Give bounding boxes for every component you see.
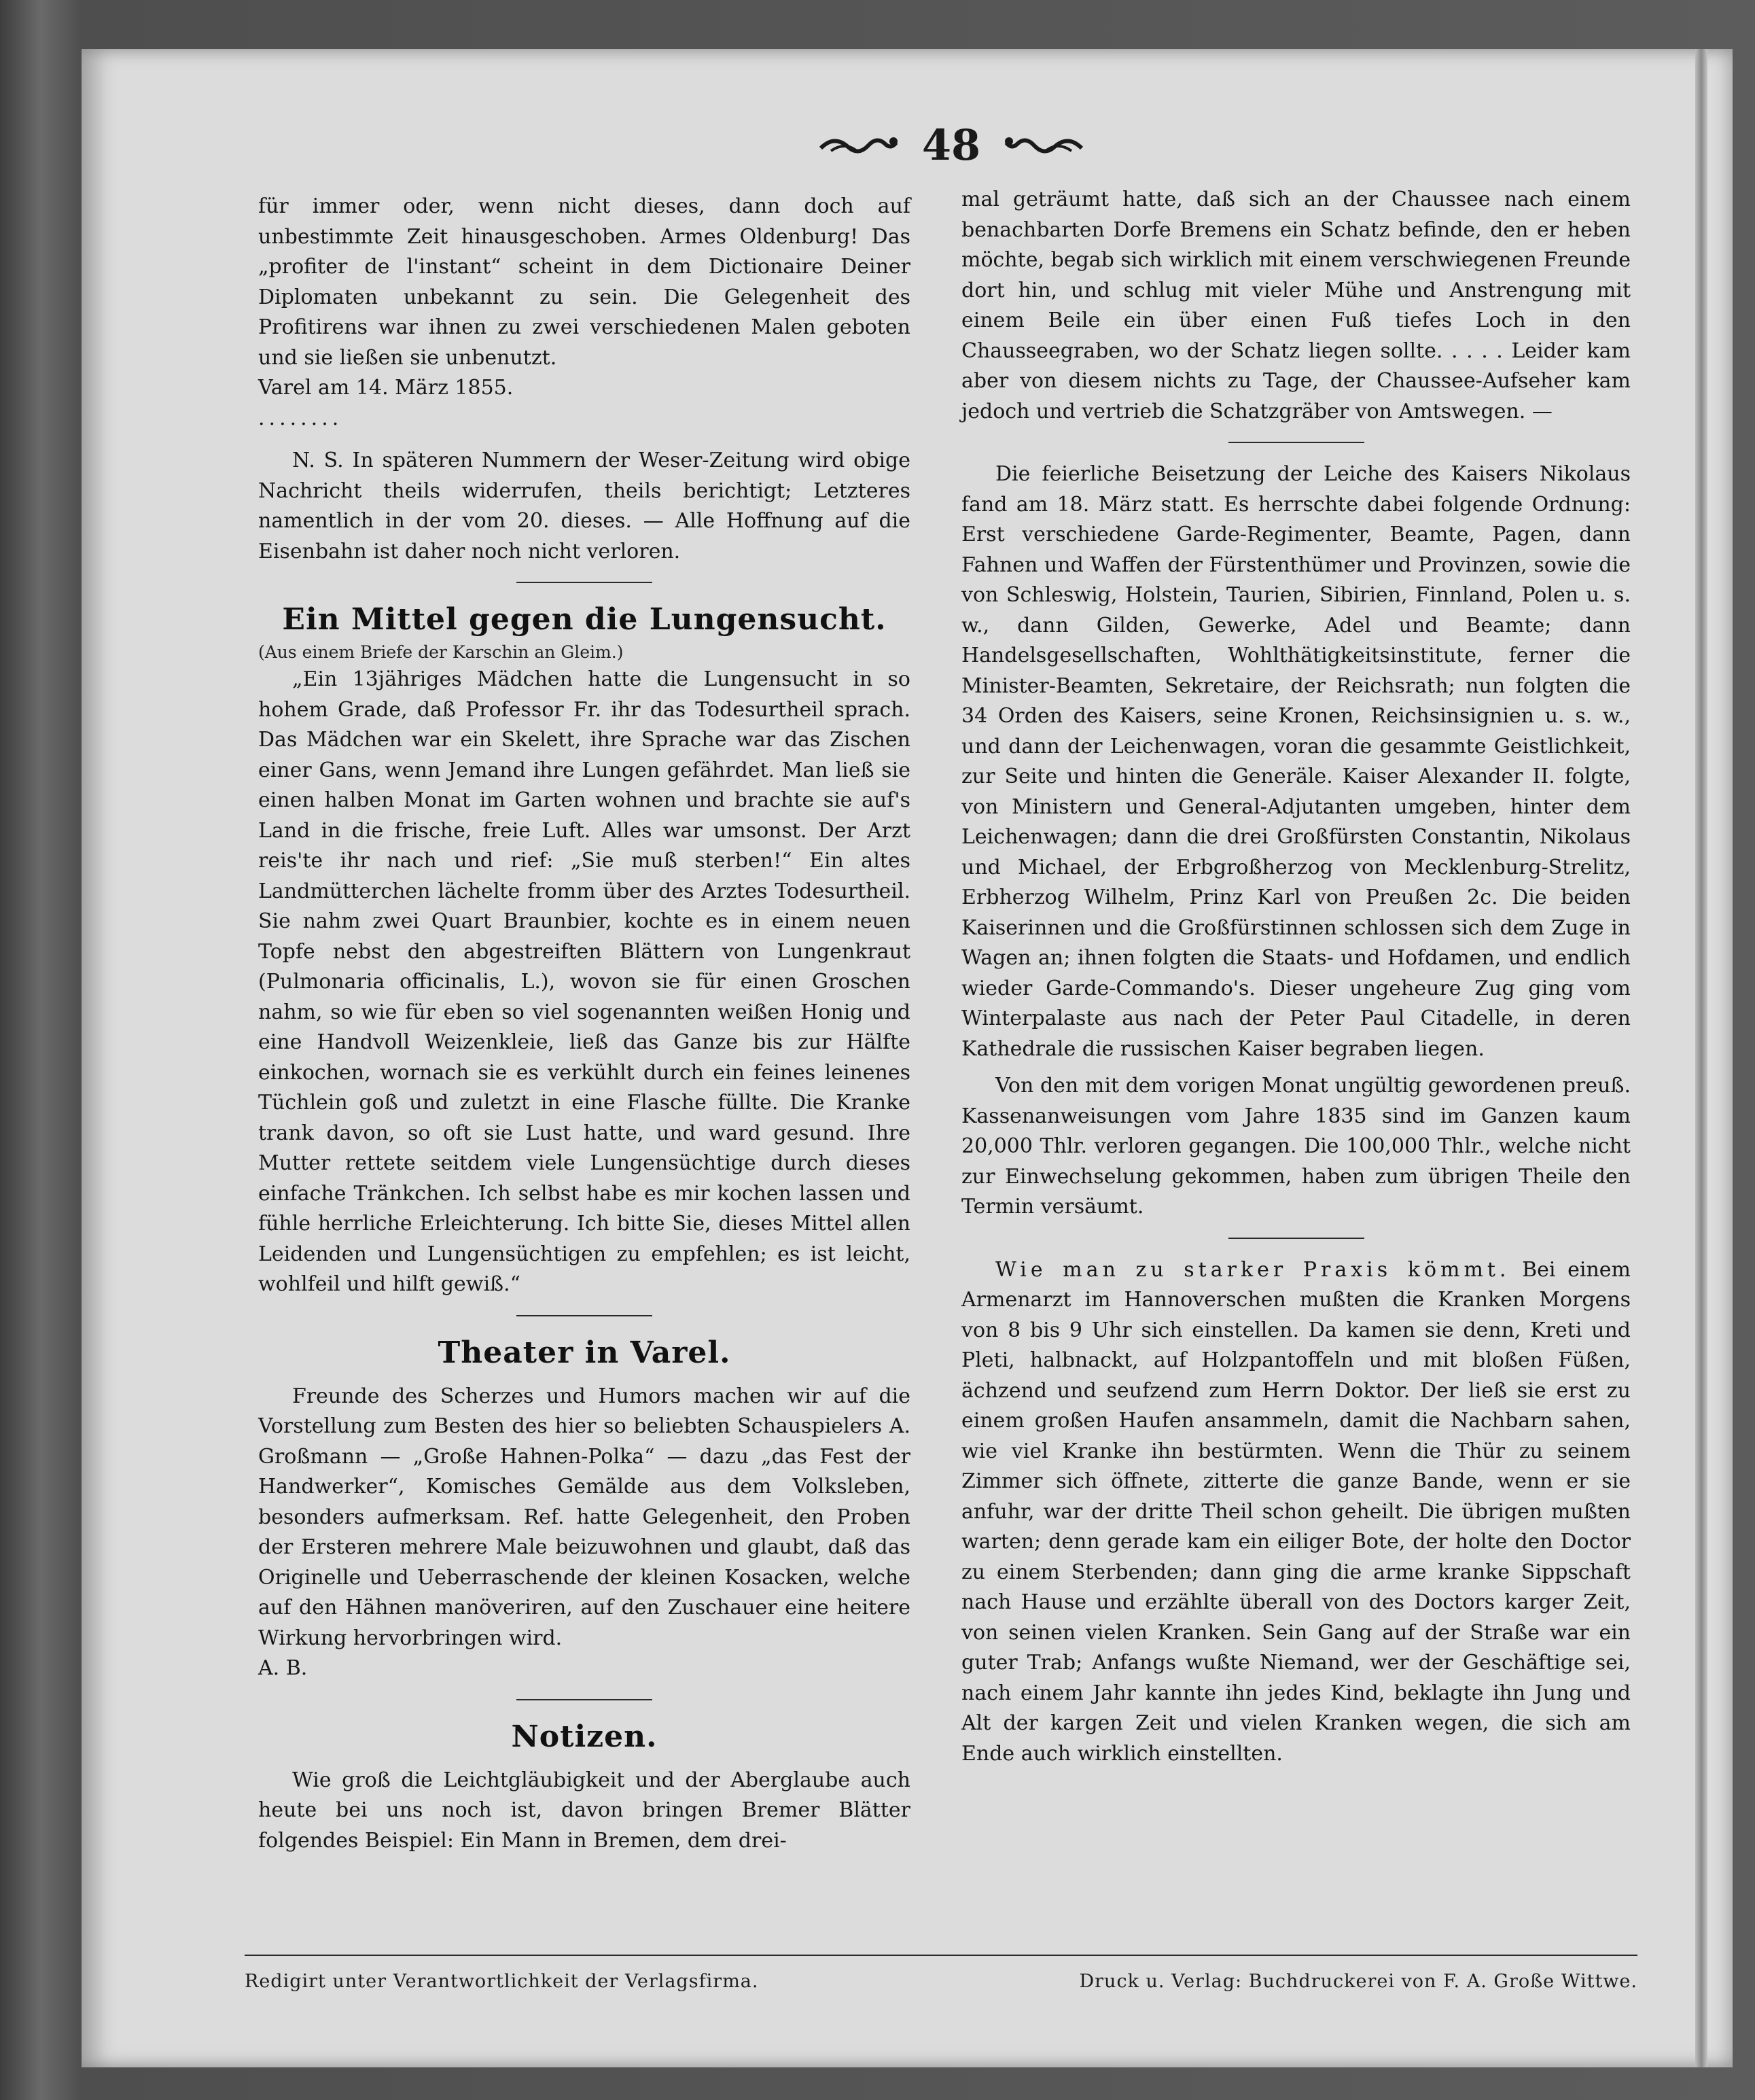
page-number: 48 — [921, 120, 981, 170]
footer-printer: Druck u. Verlag: Buchdruckerei von F. A. Große Wittwe. — [1079, 1970, 1637, 1992]
dots-separator: ........ — [258, 406, 343, 430]
footer-editor: Redigirt unter Verantwortlichkeit der Verlagsfirma. — [245, 1970, 759, 1992]
section-rule — [516, 1699, 652, 1700]
section-rule — [516, 1315, 652, 1316]
imprint-footer — [245, 1964, 1637, 1998]
section-rule — [516, 582, 652, 583]
article-body-lungensucht: „Ein 13jähriges Mädchen hatte die Lungensucht in so hohem Grade, daß Professor Fr. ihr das Todesurtheil sprach. Das Mädchen war ein Skelett, ihre Sprache war das Zischen einer Gans, wenn Jemand ihre Lungen gefährdet. Man ließ sie einen halben Monat im Garten wohnen und brachte sie auf's Land in die frische, freie Luft. Alles war umsonst. Der Arzt reis'te ihr nach und rief: „Sie muß sterben!“ Ein altes Landmütterchen lächelte fromm über des Arztes Todesurtheil. Sie nahm zwei Quart Braunbier, kochte es in einem neuen Topfe nebst den abgestreiften Blättern von Lungenkraut (Pulmonaria officinalis, L.), wovon sie für einen Groschen nahm, so wie für eben so viel sogenannten weißen Honig und eine Handvoll Weizenkleie, ließ das Ganze bis zur Hälfte einkochen, wornach sie es verkühlt durch ein feines leinenes Tüchlein goß und zuletzt in eine Flasche füllte. Die Kranke trank davon, so oft sie Lust hatte, und ward gesund. Ihre Mutter rettete seitdem viele Lungensüchtige durch dieses einfache Tränkchen. Ich selbst habe es mir kochen lassen und fühle herrliche Erleichterung. Ich bitte Sie, dieses Mittel allen Leidenden und Lungensüchtigen zu empfehlen; es ist leicht, wohlfeil und hilft gewiß.“ — [258, 667, 910, 1296]
intro-paragraph: für immer oder, wenn nicht dieses, dann doch auf unbestimmte Zeit hinausgeschoben. Armes Oldenburg! Das „profiter de l'instant“ scheint in dem Dictionaire Deiner Diplomaten unbekannt zu sein. Die Gelegenheit des Profitirens war ihnen zu zwei verschiedenen Malen geboten und sie ließen sie unbenutzt. — [258, 194, 910, 370]
left-column — [258, 192, 910, 1856]
page-header — [788, 114, 1114, 175]
funeral-paragraph: Die feierliche Beisetzung der Leiche des Kaisers Nikolaus fand am 18. März statt. Es herrschte dabei folgende Ordnung: Erst verschiedene Garde-Regimenter, Beamte, Pagen, dann Fahnen und Waffen der Fürstenthümer und Provinzen, sowie die von Schleswig, Holstein, Taurien, Sibirien, Finnland, Polen u. s. w., dann Gilden, Gewerke, Adel und Beamte; dann Handelsgesellschaften, Wohlthätigkeitsinstitute, ferner die Minister-Beamten, Sekretaire, der Reichsrath; nun folgten die 34 Orden des Kaisers, seine Kronen, Reichsinsignien u. s. w., und dann der Leichenwagen, voran die gesammte Geistlichkeit, zur Seite und hinten die Generäle. Kaiser Alexander II. folgte, von Ministern und General-Adjutanten umgeben, hinter dem Leichenwagen; dann die drei Großfürsten Constantin, Nikolaus und Michael, der Erbgroßherzog von Mecklenburg-Strelitz, Erbherzog Wilhelm, Prinz Karl von Preußen 2c. Die beiden Kaiserinnen und die Großfürstinnen schlossen sich dem Zuge in Wagen an; ihnen folgten die Staats- und Hofdamen, und endlich wieder Garde-Commando's. Dieser ungeheure Zug ging vom Winterpalaste aus nach der Peter Paul Citadelle, in deren Kathedrale die russischen Kaiser begraben liegen. — [961, 462, 1631, 1061]
article-signature: A. B. — [258, 1656, 308, 1680]
kassenanweisungen-paragraph: Von den mit dem vorigen Monat ungültig gewordenen preuß. Kassenanweisungen vom Jahre 1835 sind im Ganzen kaum 20,000 Thlr. verloren gegangen. Die 100,000 Thlr., welche nicht zur Einwechselung gekommen, haben zum übrigen Theile den Termin versäumt. — [961, 1074, 1631, 1219]
treasure-paragraph: mal geträumt hatte, daß sich an der Chaussee nach einem benachbarten Dorfe Bremens ein Schatz befinde, den er heben möchte, begab sich wirklich mit einem verschwiegenen Freunde dort hin, und schlug mit vieler Mühe und Anstrengung mit einem Beile ein über einen Fuß tiefes Loch in den Chausseegraben, wo der Schatz liegen sollte. . . . . Leider kam aber von diesem nichts zu Tage, der Chaussee-Aufseher kam jedoch und vertrieb die Schatzgräber von Amtswegen. — — [961, 188, 1631, 423]
right-ornament-icon — [1004, 128, 1085, 162]
article-title-notizen: Notizen. — [511, 1719, 658, 1754]
article-title-lungensucht: Ein Mittel gegen die Lungensucht. — [282, 602, 887, 637]
praxis-lead: Wie man zu starker Praxis kömmt. — [995, 1257, 1510, 1282]
dateline: Varel am 14. März 1855. — [258, 376, 514, 400]
right-column — [961, 185, 1631, 1769]
praxis-body: Bei einem Armenarzt im Hannoverschen mußten die Kranken Morgens von 8 bis 9 Uhr sich einstellen. Da kamen sie denn, Kreti und Pleti, halbnackt, auf Holzpantoffeln und mit bloßen Füßen, ächzend und seufzend zum Herrn Doktor. Der ließ sie erst zu einem großen Haufen ansammeln, damit die Nachbarn sahen, wie viel Kranke ihn bestürmten. Wenn die Thür zu seinem Zimmer sich öffnete, zitterte die ganze Bande, wenn er sie anfuhr, war der dritte Theil schon geheilt. Die übrigen mußten warten; denn gerade kam ein eiliger Bote, der holte den Doctor zu einem Sterbenden; dann ging die arme kranke Sippschaft nach Hause und erzählte überall von des Doctors karger Zeit, von seinen vielen Kranken. Sein Gang auf der Straße war ein guter Trab; Anfangs wußte Niemand, wer der Geschäftige sei, nach einem Jahr kannte ihn jedes Kind, beklagte ihn Jung und Alt der kargen Zeit und vielen Kranken wegen, die sich am Ende auch wirklich einstellten. — [961, 1257, 1631, 1766]
article-subtitle-lungensucht: (Aus einem Briefe der Karschin an Gleim.) — [258, 642, 624, 662]
ns-paragraph: N. S. In späteren Nummern der Weser-Zeitung wird obige Nachricht theils widerrufen, theils berichtigt; Letzteres namentlich in der vom 20. dieses. — Alle Hoffnung auf die Eisenbahn ist daher noch nicht verloren. — [258, 449, 910, 563]
page-edge — [1695, 49, 1707, 2067]
article-body-theater: Freunde des Scherzes und Humors machen wir auf die Vorstellung zum Besten des hier so beliebten Schauspielers A. Großmann — „Große Hahnen-Polka“ — dazu „das Fest der Handwerker“, Komisches Gemälde aus dem Volksleben, besonders aufmerksam. Ref. hatte Gelegenheit, den Proben der Ersteren mehrere Male beizuwohnen und glaubt, daß das Originelle und Ueberraschende der kleinen Kosacken, welche auf den Hähnen manöveriren, auf den Zuschauer eine heitere Wirkung hervorbringen wird. — [258, 1384, 910, 1650]
article-title-theater: Theater in Varel. — [438, 1335, 731, 1370]
section-rule — [1228, 442, 1364, 443]
praxis-paragraph — [961, 1255, 1631, 1770]
footer-rule — [245, 1955, 1637, 1956]
left-ornament-icon — [817, 128, 899, 162]
article-body-notizen: Wie groß die Leichtgläubigkeit und der Aberglaube auch heute bei uns noch ist, davon bringen Bremer Blätter folgendes Beispiel: Ein Mann in Bremen, dem drei- — [258, 1768, 910, 1853]
section-rule — [1228, 1238, 1364, 1239]
